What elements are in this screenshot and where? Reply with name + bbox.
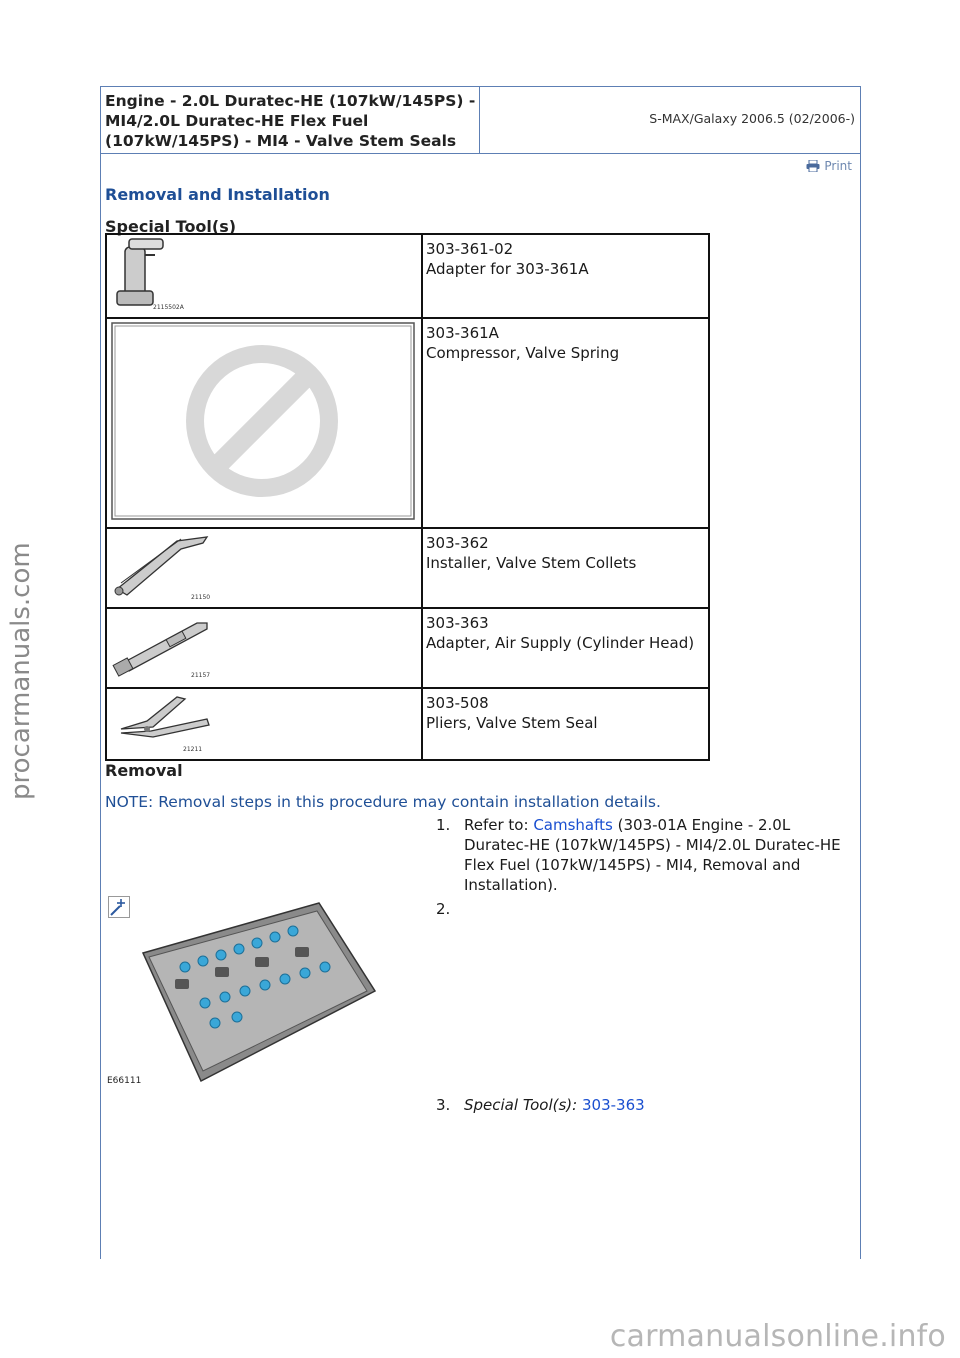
document-frame [100, 86, 861, 1259]
camshafts-link[interactable]: Camshafts [533, 816, 613, 834]
adapter-tool-image [107, 235, 417, 313]
bottom-watermark: carmanualsonline.info [609, 1319, 946, 1354]
tool-number: 303-508 [426, 694, 489, 712]
tool-name: Compressor, Valve Spring [426, 344, 620, 362]
seal-pliers-image [107, 689, 417, 755]
document-header [101, 87, 860, 154]
cylinder-head-image[interactable] [105, 895, 385, 1087]
zoom-icon[interactable] [108, 896, 130, 918]
step-prefix: Special Tool(s): [464, 1096, 578, 1114]
air-supply-adapter-image [107, 609, 417, 683]
tool-image-code: 2115502A [153, 304, 184, 311]
section-title: Removal and Installation [105, 185, 330, 204]
tool-image-cell [106, 318, 422, 528]
step-number: 3. [436, 1096, 451, 1114]
tool-name: Pliers, Valve Stem Seal [426, 714, 598, 732]
step-body [464, 815, 856, 895]
tool-image-code: 21150 [191, 594, 211, 601]
tool-image-cell [106, 234, 422, 318]
step-number: 1. [436, 816, 451, 834]
tool-name: Adapter for 303-361A [426, 260, 589, 278]
tool-303-363-link[interactable]: 303-363 [582, 1096, 645, 1114]
tool-number: 303-362 [426, 534, 489, 552]
removal-title: Removal [105, 761, 183, 780]
tool-number: 303-361-02 [426, 240, 514, 258]
tool-row [106, 528, 709, 608]
step-body [464, 1095, 856, 1115]
page-title: Engine - 2.0L Duratec-HE (107kW/145PS) - MI4/2.0L Duratec-HE Flex Fuel (107kW/145PS) - MI4 - Valve Stem Seals [105, 92, 476, 150]
collet-installer-image [107, 529, 417, 603]
vehicle-model: S-MAX/Galaxy 2006.5 (02/2006-) [649, 111, 855, 126]
tool-text-cell [422, 528, 709, 608]
tool-image-cell [106, 688, 422, 760]
tool-row [106, 234, 709, 318]
image-unavailable-placeholder [107, 319, 419, 523]
figure-code: E66111 [107, 1076, 142, 1086]
tool-image-cell [106, 528, 422, 608]
tool-number: 303-361A [426, 324, 499, 342]
tool-image-cell [106, 608, 422, 688]
tool-name: Adapter, Air Supply (Cylinder Head) [426, 634, 695, 652]
step-text: (303-01A Engine - 2.0L Duratec-HE (107kW/145PS) - MI4/2.0L Duratec-HE Flex Fuel (107kW/145PS) - MI4, Removal and Installation). [464, 816, 841, 894]
tool-image-code: 21211 [183, 746, 203, 753]
print-label: Print [824, 159, 852, 173]
tool-row [106, 688, 709, 760]
printer-icon [806, 160, 820, 172]
tool-text-cell [422, 608, 709, 688]
tool-text-cell [422, 234, 709, 318]
tool-text-cell [422, 318, 709, 528]
tool-image-code: 21157 [191, 672, 211, 679]
tool-row [106, 608, 709, 688]
tool-text-cell [422, 688, 709, 760]
tool-row [106, 318, 709, 528]
special-tools-title: Special Tool(s) [105, 217, 237, 236]
note-text: NOTE: Removal steps in this procedure may contain installation details. [105, 793, 661, 811]
step-prefix: Refer to: [464, 816, 529, 834]
header-divider [479, 87, 480, 153]
side-watermark: procarmanuals.com [6, 542, 36, 800]
tool-number: 303-363 [426, 614, 489, 632]
tool-name: Installer, Valve Stem Collets [426, 554, 637, 572]
step-number: 2. [436, 900, 451, 918]
print-button[interactable] [806, 159, 852, 173]
special-tools-table [105, 233, 710, 761]
